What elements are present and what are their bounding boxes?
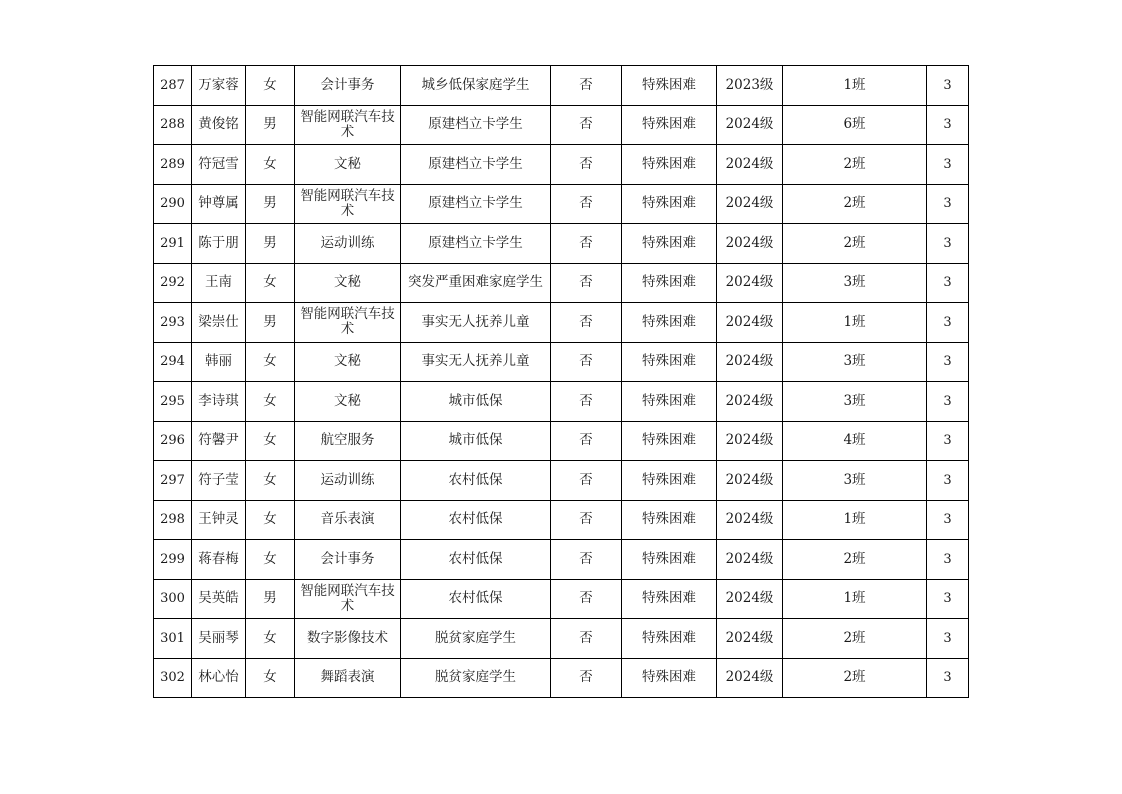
row-number-cell: 292 bbox=[154, 263, 192, 303]
flag-cell-cell: 否 bbox=[551, 579, 622, 619]
grade-year-cell: 2024级 bbox=[717, 263, 783, 303]
gender-cell: 女 bbox=[246, 342, 295, 382]
major-cell: 智能网联汽车技术 bbox=[295, 184, 401, 224]
gender-cell: 女 bbox=[246, 500, 295, 540]
score-cell: 3 bbox=[927, 540, 969, 580]
major-cell: 文秘 bbox=[295, 263, 401, 303]
grade-year-cell: 2024级 bbox=[717, 382, 783, 422]
table-row bbox=[154, 382, 969, 422]
major-cell: 运动训练 bbox=[295, 461, 401, 501]
row-number-cell: 289 bbox=[154, 145, 192, 185]
major-cell: 数字影像技术 bbox=[295, 619, 401, 659]
flag-cell-cell: 否 bbox=[551, 619, 622, 659]
difficulty-level-cell: 特殊困难 bbox=[622, 224, 717, 264]
grade-year-cell: 2023级 bbox=[717, 66, 783, 106]
score-cell: 3 bbox=[927, 658, 969, 698]
table-row bbox=[154, 540, 969, 580]
flag-cell-cell: 否 bbox=[551, 145, 622, 185]
table-row bbox=[154, 342, 969, 382]
difficulty-category-cell: 农村低保 bbox=[401, 500, 551, 540]
flag-cell-cell: 否 bbox=[551, 184, 622, 224]
difficulty-category-cell: 突发严重困难家庭学生 bbox=[401, 263, 551, 303]
gender-cell: 女 bbox=[246, 66, 295, 106]
student-name-cell: 符冠雪 bbox=[192, 145, 246, 185]
table-row bbox=[154, 66, 969, 106]
grade-year-cell: 2024级 bbox=[717, 421, 783, 461]
class-name-cell: 3班 bbox=[783, 342, 927, 382]
table-row bbox=[154, 224, 969, 264]
score-cell: 3 bbox=[927, 145, 969, 185]
table-row bbox=[154, 263, 969, 303]
class-name-cell: 1班 bbox=[783, 66, 927, 106]
gender-cell: 女 bbox=[246, 540, 295, 580]
gender-cell: 男 bbox=[246, 579, 295, 619]
flag-cell-cell: 否 bbox=[551, 263, 622, 303]
class-name-cell: 1班 bbox=[783, 579, 927, 619]
score-cell: 3 bbox=[927, 342, 969, 382]
major-cell: 智能网联汽车技术 bbox=[295, 579, 401, 619]
score-cell: 3 bbox=[927, 66, 969, 106]
major-cell: 智能网联汽车技术 bbox=[295, 303, 401, 343]
student-name-cell: 黄俊铭 bbox=[192, 105, 246, 145]
student-name-cell: 符子莹 bbox=[192, 461, 246, 501]
difficulty-level-cell: 特殊困难 bbox=[622, 303, 717, 343]
score-cell: 3 bbox=[927, 382, 969, 422]
difficulty-category-cell: 农村低保 bbox=[401, 461, 551, 501]
row-number-cell: 288 bbox=[154, 105, 192, 145]
table-row bbox=[154, 461, 969, 501]
row-number-cell: 299 bbox=[154, 540, 192, 580]
row-number-cell: 297 bbox=[154, 461, 192, 501]
flag-cell-cell: 否 bbox=[551, 461, 622, 501]
gender-cell: 女 bbox=[246, 421, 295, 461]
grade-year-cell: 2024级 bbox=[717, 540, 783, 580]
gender-cell: 女 bbox=[246, 461, 295, 501]
table-row bbox=[154, 658, 969, 698]
flag-cell-cell: 否 bbox=[551, 303, 622, 343]
table-row bbox=[154, 619, 969, 659]
row-number-cell: 295 bbox=[154, 382, 192, 422]
flag-cell-cell: 否 bbox=[551, 658, 622, 698]
grade-year-cell: 2024级 bbox=[717, 342, 783, 382]
class-name-cell: 3班 bbox=[783, 263, 927, 303]
row-number-cell: 296 bbox=[154, 421, 192, 461]
major-cell: 智能网联汽车技术 bbox=[295, 105, 401, 145]
flag-cell-cell: 否 bbox=[551, 421, 622, 461]
row-number-cell: 294 bbox=[154, 342, 192, 382]
table-row bbox=[154, 303, 969, 343]
grade-year-cell: 2024级 bbox=[717, 303, 783, 343]
student-name-cell: 王钟灵 bbox=[192, 500, 246, 540]
difficulty-category-cell: 城乡低保家庭学生 bbox=[401, 66, 551, 106]
grade-year-cell: 2024级 bbox=[717, 619, 783, 659]
flag-cell-cell: 否 bbox=[551, 66, 622, 106]
table-row bbox=[154, 145, 969, 185]
table-row bbox=[154, 500, 969, 540]
table-row bbox=[154, 184, 969, 224]
grade-year-cell: 2024级 bbox=[717, 145, 783, 185]
student-name-cell: 蒋春梅 bbox=[192, 540, 246, 580]
student-name-cell: 吴丽琴 bbox=[192, 619, 246, 659]
difficulty-category-cell: 原建档立卡学生 bbox=[401, 145, 551, 185]
class-name-cell: 2班 bbox=[783, 658, 927, 698]
score-cell: 3 bbox=[927, 421, 969, 461]
gender-cell: 女 bbox=[246, 263, 295, 303]
table-body bbox=[154, 66, 969, 698]
difficulty-category-cell: 事实无人抚养儿童 bbox=[401, 303, 551, 343]
row-number-cell: 302 bbox=[154, 658, 192, 698]
difficulty-level-cell: 特殊困难 bbox=[622, 382, 717, 422]
score-cell: 3 bbox=[927, 184, 969, 224]
grade-year-cell: 2024级 bbox=[717, 658, 783, 698]
difficulty-level-cell: 特殊困难 bbox=[622, 540, 717, 580]
gender-cell: 女 bbox=[246, 658, 295, 698]
student-name-cell: 王南 bbox=[192, 263, 246, 303]
class-name-cell: 2班 bbox=[783, 619, 927, 659]
grade-year-cell: 2024级 bbox=[717, 184, 783, 224]
difficulty-category-cell: 原建档立卡学生 bbox=[401, 184, 551, 224]
class-name-cell: 1班 bbox=[783, 500, 927, 540]
row-number-cell: 291 bbox=[154, 224, 192, 264]
difficulty-category-cell: 城市低保 bbox=[401, 382, 551, 422]
difficulty-category-cell: 原建档立卡学生 bbox=[401, 224, 551, 264]
major-cell: 会计事务 bbox=[295, 66, 401, 106]
score-cell: 3 bbox=[927, 619, 969, 659]
difficulty-level-cell: 特殊困难 bbox=[622, 579, 717, 619]
class-name-cell: 1班 bbox=[783, 303, 927, 343]
student-name-cell: 钟尊属 bbox=[192, 184, 246, 224]
row-number-cell: 290 bbox=[154, 184, 192, 224]
row-number-cell: 293 bbox=[154, 303, 192, 343]
class-name-cell: 6班 bbox=[783, 105, 927, 145]
score-cell: 3 bbox=[927, 224, 969, 264]
gender-cell: 男 bbox=[246, 224, 295, 264]
student-aid-table bbox=[153, 65, 969, 698]
difficulty-level-cell: 特殊困难 bbox=[622, 184, 717, 224]
class-name-cell: 2班 bbox=[783, 224, 927, 264]
difficulty-category-cell: 原建档立卡学生 bbox=[401, 105, 551, 145]
score-cell: 3 bbox=[927, 461, 969, 501]
student-name-cell: 梁崇仕 bbox=[192, 303, 246, 343]
score-cell: 3 bbox=[927, 303, 969, 343]
major-cell: 会计事务 bbox=[295, 540, 401, 580]
difficulty-category-cell: 事实无人抚养儿童 bbox=[401, 342, 551, 382]
difficulty-level-cell: 特殊困难 bbox=[622, 658, 717, 698]
score-cell: 3 bbox=[927, 579, 969, 619]
gender-cell: 男 bbox=[246, 105, 295, 145]
table-row bbox=[154, 105, 969, 145]
class-name-cell: 2班 bbox=[783, 145, 927, 185]
score-cell: 3 bbox=[927, 105, 969, 145]
major-cell: 航空服务 bbox=[295, 421, 401, 461]
major-cell: 音乐表演 bbox=[295, 500, 401, 540]
difficulty-level-cell: 特殊困难 bbox=[622, 461, 717, 501]
student-name-cell: 吴英皓 bbox=[192, 579, 246, 619]
difficulty-category-cell: 脱贫家庭学生 bbox=[401, 619, 551, 659]
class-name-cell: 3班 bbox=[783, 382, 927, 422]
student-name-cell: 林心怡 bbox=[192, 658, 246, 698]
gender-cell: 女 bbox=[246, 619, 295, 659]
grade-year-cell: 2024级 bbox=[717, 500, 783, 540]
flag-cell-cell: 否 bbox=[551, 105, 622, 145]
difficulty-level-cell: 特殊困难 bbox=[622, 500, 717, 540]
gender-cell: 女 bbox=[246, 145, 295, 185]
difficulty-category-cell: 脱贫家庭学生 bbox=[401, 658, 551, 698]
student-name-cell: 万家蓉 bbox=[192, 66, 246, 106]
class-name-cell: 4班 bbox=[783, 421, 927, 461]
gender-cell: 女 bbox=[246, 382, 295, 422]
major-cell: 文秘 bbox=[295, 342, 401, 382]
gender-cell: 男 bbox=[246, 303, 295, 343]
student-name-cell: 符馨尹 bbox=[192, 421, 246, 461]
flag-cell-cell: 否 bbox=[551, 342, 622, 382]
difficulty-level-cell: 特殊困难 bbox=[622, 66, 717, 106]
student-name-cell: 李诗琪 bbox=[192, 382, 246, 422]
score-cell: 3 bbox=[927, 263, 969, 303]
flag-cell-cell: 否 bbox=[551, 540, 622, 580]
flag-cell-cell: 否 bbox=[551, 500, 622, 540]
major-cell: 舞蹈表演 bbox=[295, 658, 401, 698]
class-name-cell: 3班 bbox=[783, 461, 927, 501]
difficulty-category-cell: 城市低保 bbox=[401, 421, 551, 461]
flag-cell-cell: 否 bbox=[551, 224, 622, 264]
gender-cell: 男 bbox=[246, 184, 295, 224]
grade-year-cell: 2024级 bbox=[717, 461, 783, 501]
difficulty-category-cell: 农村低保 bbox=[401, 540, 551, 580]
flag-cell-cell: 否 bbox=[551, 382, 622, 422]
difficulty-level-cell: 特殊困难 bbox=[622, 105, 717, 145]
score-cell: 3 bbox=[927, 500, 969, 540]
grade-year-cell: 2024级 bbox=[717, 105, 783, 145]
row-number-cell: 300 bbox=[154, 579, 192, 619]
student-name-cell: 韩丽 bbox=[192, 342, 246, 382]
major-cell: 运动训练 bbox=[295, 224, 401, 264]
class-name-cell: 2班 bbox=[783, 184, 927, 224]
table-row bbox=[154, 579, 969, 619]
difficulty-category-cell: 农村低保 bbox=[401, 579, 551, 619]
difficulty-level-cell: 特殊困难 bbox=[622, 263, 717, 303]
row-number-cell: 298 bbox=[154, 500, 192, 540]
table-row bbox=[154, 421, 969, 461]
grade-year-cell: 2024级 bbox=[717, 224, 783, 264]
student-name-cell: 陈于朋 bbox=[192, 224, 246, 264]
major-cell: 文秘 bbox=[295, 145, 401, 185]
difficulty-level-cell: 特殊困难 bbox=[622, 342, 717, 382]
grade-year-cell: 2024级 bbox=[717, 579, 783, 619]
difficulty-level-cell: 特殊困难 bbox=[622, 145, 717, 185]
row-number-cell: 287 bbox=[154, 66, 192, 106]
row-number-cell: 301 bbox=[154, 619, 192, 659]
class-name-cell: 2班 bbox=[783, 540, 927, 580]
major-cell: 文秘 bbox=[295, 382, 401, 422]
difficulty-level-cell: 特殊困难 bbox=[622, 421, 717, 461]
difficulty-level-cell: 特殊困难 bbox=[622, 619, 717, 659]
